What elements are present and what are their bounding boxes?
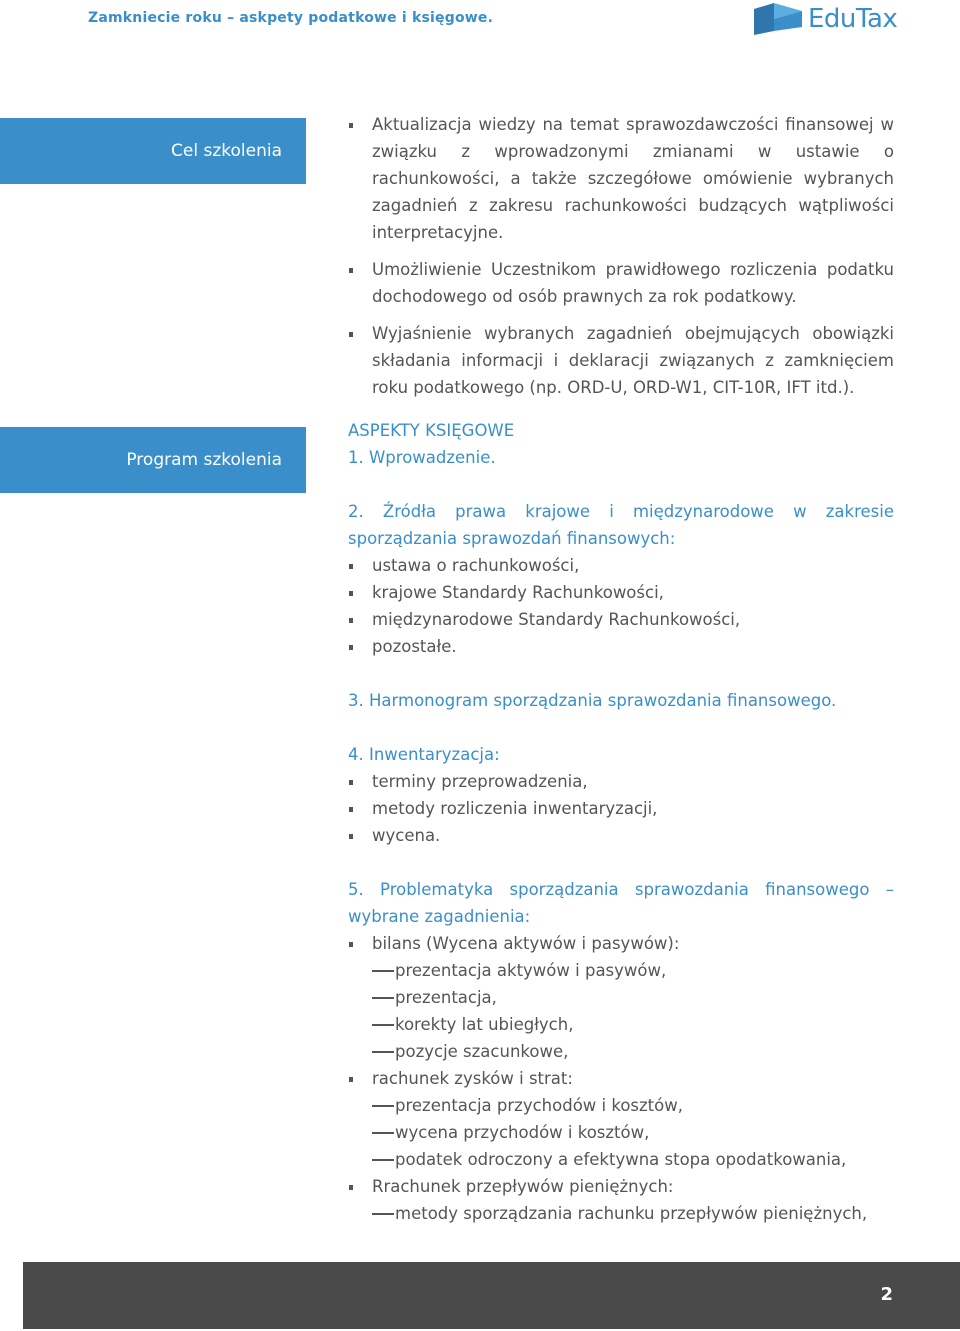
cashflow-sublist: [348, 1200, 894, 1227]
program-point-4-title: 4. Inwentaryzacja:: [348, 745, 500, 764]
sublist-item: prezentacja,: [348, 984, 894, 1011]
cel-content: [348, 111, 894, 401]
program-point-5-title: 5. Problematyka sporządzania sprawozdania finansowego – wybrane zagadnienia:: [348, 880, 894, 926]
sublist-item: podatek odroczony a efektywna stopa opodatkowania,: [348, 1146, 894, 1173]
sublist-item: pozycje szacunkowe,: [348, 1038, 894, 1065]
list-item: krajowe Standardy Rachunkowości,: [348, 579, 894, 606]
cashflow-label: Rrachunek przepływów pieniężnych:: [372, 1177, 674, 1196]
program-point-4-list: [348, 768, 894, 849]
bilans-label: bilans (Wycena aktywów i pasywów):: [372, 934, 680, 953]
list-item: wycena.: [348, 822, 894, 849]
list-item: [348, 1173, 894, 1200]
program-szkolenia-tab: [0, 427, 306, 493]
program-point-1: 1. Wprowadzenie.: [348, 448, 496, 467]
cel-item: Umożliwienie Uczestnikom prawidłowego rozliczenia podatku dochodowego od osób prawnych za rok podatkowy.: [348, 256, 894, 310]
list-item: [348, 1065, 894, 1092]
bilans-sublist: [348, 957, 894, 1065]
list-item: metody rozliczenia inwentaryzacji,: [348, 795, 894, 822]
page-footer: [23, 1262, 960, 1329]
cel-list: [348, 111, 894, 401]
list-item: ustawa o rachunkowości,: [348, 552, 894, 579]
rzis-label: rachunek zysków i strat:: [372, 1069, 573, 1088]
section-title: ASPEKTY KSIĘGOWE: [348, 421, 515, 440]
list-item: pozostałe.: [348, 633, 894, 660]
edutax-logo: [752, 0, 897, 38]
cel-item: Wyjaśnienie wybranych zagadnień obejmujących obowiązki składania informacji i deklaracji związanych z zamknięciem roku podatkowego (np. ORD-U, ORD-W1, CIT-10R, IFT itd.).: [348, 320, 894, 401]
program-point-5-list-cf: [348, 1173, 894, 1200]
cel-szkolenia-label: Cel szkolenia: [171, 141, 282, 161]
sublist-item: metody sporządzania rachunku przepływów pieniężnych,: [348, 1200, 894, 1227]
sublist-item: korekty lat ubiegłych,: [348, 1011, 894, 1038]
sublist-item: prezentacja przychodów i kosztów,: [348, 1092, 894, 1119]
rzis-sublist: [348, 1092, 894, 1173]
program-point-5-list: [348, 930, 894, 957]
program-point-2-list: [348, 552, 894, 660]
document-header-title: Zamkniecie roku – askpety podatkowe i księgowe.: [88, 10, 494, 26]
program-content: [348, 417, 894, 1227]
list-item: [348, 930, 894, 957]
sublist-item: wycena przychodów i kosztów,: [348, 1119, 894, 1146]
cel-szkolenia-tab: [0, 118, 306, 184]
page-number: 2: [880, 1284, 893, 1305]
edutax-logo-icon: [752, 1, 804, 37]
cel-item: Aktualizacja wiedzy na temat sprawozdawczości finansowej w związku z wprowadzonymi zmianami w ustawie o rachunkowości, a także szczegółowe omówienie wybranych zagadnień z zakresu rachunkowości budzących wątpliwości interpretacyjne.: [348, 111, 894, 246]
sublist-item: prezentacja aktywów i pasywów,: [348, 957, 894, 984]
program-point-2-title: 2. Źródła prawa krajowe i międzynarodowe w zakresie sporządzania sprawozdań finansowych:: [348, 502, 894, 548]
logo-text: EduTax: [808, 4, 898, 34]
list-item: międzynarodowe Standardy Rachunkowości,: [348, 606, 894, 633]
list-item: terminy przeprowadzenia,: [348, 768, 894, 795]
program-szkolenia-label: Program szkolenia: [126, 450, 282, 470]
program-point-3: 3. Harmonogram sporządzania sprawozdania finansowego.: [348, 691, 837, 710]
program-point-5-list-rzis: [348, 1065, 894, 1092]
